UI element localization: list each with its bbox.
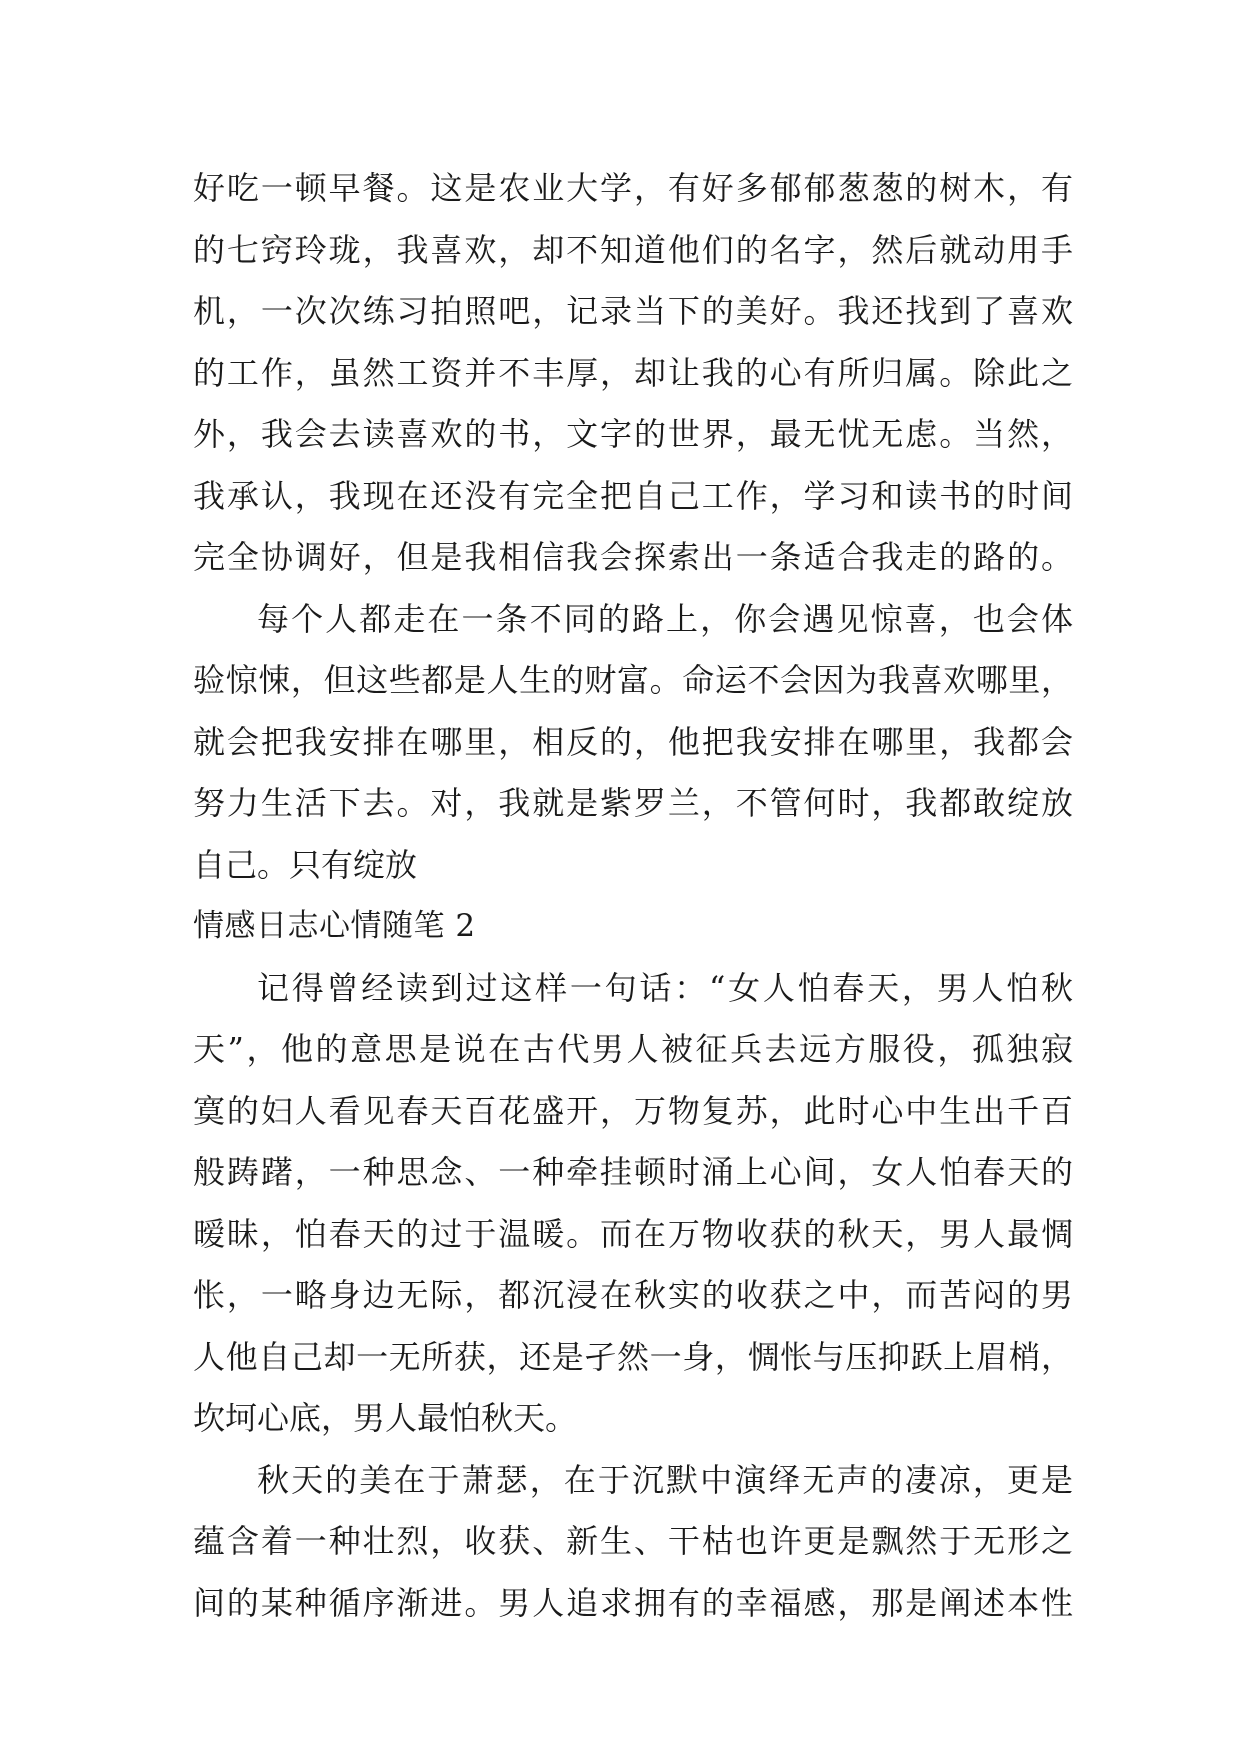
text-line: 间的某种循序渐进。男人追求拥有的幸福感，那是阐述本性	[193, 1583, 1073, 1622]
text-line: 努力生活下去。对，我就是紫罗兰，不管何时，我都敢绽放	[193, 784, 1073, 822]
text-line: 记得曾经读到过这样一句话：“女人怕春天，男人怕秋	[257, 968, 1073, 1007]
text-line: 的工作，虽然工资并不丰厚，却让我的心有所归属。除此之	[193, 353, 1073, 392]
paragraph-3	[193, 958, 1073, 1450]
paragraph-continued	[193, 158, 1073, 589]
text-line: 就会把我安排在哪里，相反的，他把我安排在哪里，我都会	[193, 722, 1073, 761]
text-line: 坎坷心底，男人最怕秋天。	[193, 1399, 578, 1437]
text-line: 自己。只有绽放	[193, 845, 418, 884]
text-line: 外，我会去读喜欢的书，文字的世界，最无忧无虑。当然，	[193, 415, 1073, 453]
text-line: 每个人都走在一条不同的路上，你会遇见惊喜，也会体	[257, 599, 1073, 638]
text-line: 我承认，我现在还没有完全把自己工作，学习和读书的时间	[193, 476, 1073, 515]
text-line: 验惊悚，但这些都是人生的财富。命运不会因为我喜欢哪里，	[193, 661, 1073, 699]
text-line: 的七窍玲珑，我喜欢，却不知道他们的名字，然后就动用手	[193, 230, 1073, 269]
text-line: 秋天的美在于萧瑟，在于沉默中演绎无声的凄凉，更是	[257, 1460, 1073, 1499]
text-line: 人他自己却一无所获，还是孑然一身，惆怅与压抑跃上眉梢，	[193, 1337, 1073, 1376]
text-line: 怅，一略身边无际，都沉浸在秋实的收获之中，而苦闷的男	[193, 1276, 1073, 1314]
text-line: 完全协调好，但是我相信我会探索出一条适合我走的路的。	[193, 538, 1073, 576]
text-line: 机，一次次练习拍照吧，记录当下的美好。我还找到了喜欢	[193, 292, 1073, 330]
paragraph-4	[193, 1450, 1073, 1635]
text-line: 寞的妇人看见春天百花盛开，万物复苏，此时心中生出千百	[193, 1091, 1073, 1130]
text-line: 暧昧，怕春天的过于温暖。而在万物收获的秋天，男人最惆	[193, 1214, 1073, 1253]
text-line: 般踌躇，一种思念、一种牵挂顿时涌上心间，女人怕春天的	[193, 1153, 1073, 1191]
text-line: 好吃一顿早餐。这是农业大学，有好多郁郁葱葱的树木，有	[193, 169, 1073, 207]
text-line: 天”，他的意思是说在古代男人被征兵去远方服役，孤独寂	[193, 1030, 1073, 1068]
document-body	[193, 158, 1073, 1634]
text-line: 蕴含着一种壮烈，收获、新生、干枯也许更是飘然于无形之	[193, 1522, 1073, 1560]
paragraph-2	[193, 589, 1073, 897]
section-heading: 情感日志心情随笔 2	[193, 908, 476, 944]
